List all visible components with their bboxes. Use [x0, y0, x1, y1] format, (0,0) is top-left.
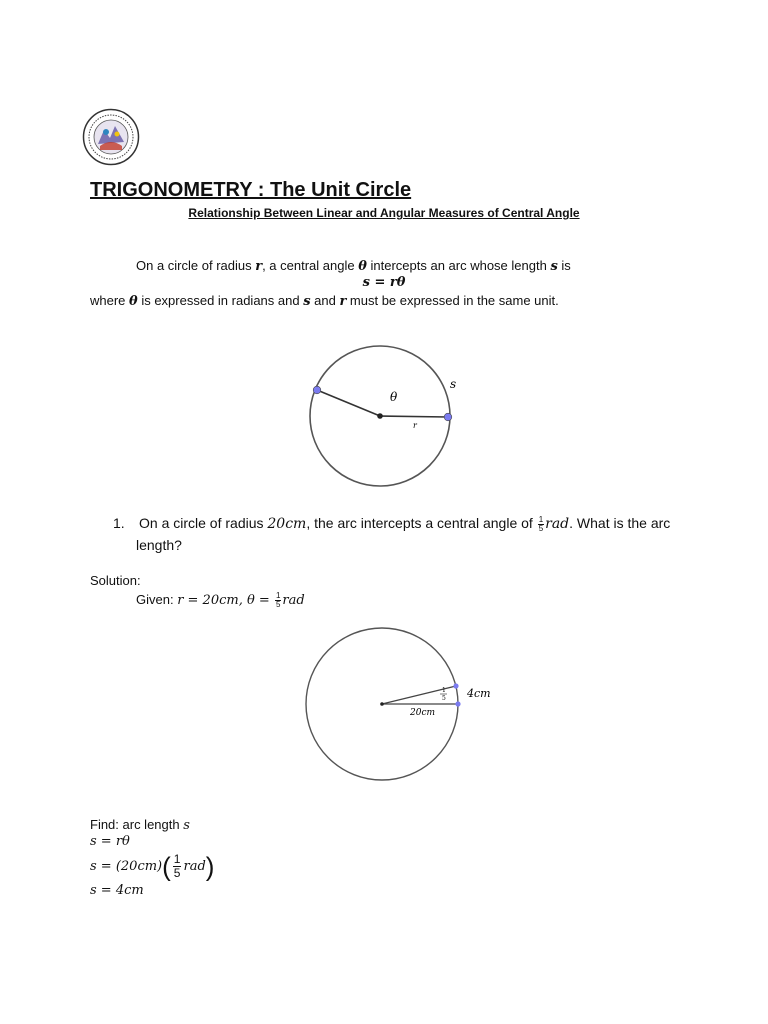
equation-text: s = (20cm)	[90, 859, 163, 874]
equation-line-3: s = 4cm	[90, 883, 144, 898]
problem-unit: rad	[545, 516, 570, 532]
fraction-denominator: 5	[538, 523, 544, 533]
equation-line-1: s = rθ	[90, 834, 130, 849]
radius-length-label: 20cm	[410, 708, 436, 718]
arc-endpoint	[455, 701, 460, 706]
given-label: Given:	[136, 592, 178, 607]
paren-close: )	[205, 851, 215, 882]
given-fraction	[275, 592, 281, 609]
problem-text: . What is the arc	[569, 515, 671, 531]
solution-label: Solution:	[90, 573, 141, 588]
fraction-numerator: 1	[538, 514, 544, 524]
intro-text: is expressed in radians and	[137, 293, 304, 308]
page-subtitle: Relationship Between Linear and Angular Measures of Central Angle	[188, 206, 580, 220]
var-s: s	[550, 259, 558, 274]
var-s: s	[303, 294, 311, 309]
equation-fraction	[173, 853, 182, 880]
intro-text: where	[90, 293, 130, 308]
arc-length-label: 4cm	[467, 687, 491, 700]
find-label: Find: arc length	[90, 817, 184, 832]
radius-r-label: r	[413, 421, 417, 430]
intro-line-1	[136, 258, 571, 274]
fraction-numerator: 1	[275, 591, 281, 601]
fraction-numerator: 1	[173, 852, 181, 867]
var-r: r	[255, 259, 263, 274]
problem-number: 1.	[113, 515, 125, 531]
arc-s-label: s	[450, 377, 457, 391]
arc-endpoint	[313, 386, 321, 394]
angle-fraction-denominator: 5	[442, 695, 446, 702]
radius-line	[317, 390, 380, 416]
arc-length-formula: s = rθ	[362, 275, 406, 290]
find-line	[90, 817, 190, 833]
intro-text: , a central angle	[262, 258, 359, 273]
intro-text: On a circle of radius	[136, 258, 256, 273]
given-line	[136, 592, 305, 609]
var-r: r	[339, 294, 347, 309]
var-s: s	[183, 818, 190, 833]
problem-line-1	[139, 515, 670, 533]
given-unit: rad	[282, 593, 305, 608]
problem-line-2: length?	[136, 537, 182, 553]
problem-radius: 20cm	[267, 516, 307, 532]
var-theta: θ	[358, 259, 367, 274]
fraction-denominator: 5	[275, 600, 281, 610]
circle-diagram-2	[300, 620, 500, 790]
fraction-denominator: 5	[173, 866, 181, 881]
var-theta: θ	[129, 294, 138, 309]
theta-label: θ	[390, 390, 398, 404]
equation-unit: rad	[183, 859, 206, 874]
school-seal-icon	[82, 108, 140, 166]
angle-fraction-numerator: 1	[442, 687, 446, 694]
given-values: r = 20cm, θ =	[177, 593, 274, 608]
intro-text: and	[310, 293, 340, 308]
arc-endpoint	[444, 413, 452, 421]
circle-diagram-1	[300, 338, 470, 496]
arc-endpoint	[453, 683, 458, 688]
page-title: TRIGONOMETRY : The Unit Circle	[90, 179, 412, 201]
intro-text: is	[557, 258, 571, 273]
problem-text: , the arc intercepts a central angle of	[306, 515, 537, 531]
intro-text: intercepts an arc whose length	[366, 258, 551, 273]
radius-line	[380, 416, 448, 417]
paren-open: (	[162, 851, 171, 882]
center-point	[377, 413, 383, 419]
intro-text: must be expressed in the same unit.	[346, 293, 559, 308]
problem-fraction	[538, 516, 544, 533]
equation-line-2	[90, 849, 214, 883]
problem-text: On a circle of radius	[139, 515, 268, 531]
intro-line-2	[90, 293, 559, 309]
center-point	[380, 702, 384, 706]
